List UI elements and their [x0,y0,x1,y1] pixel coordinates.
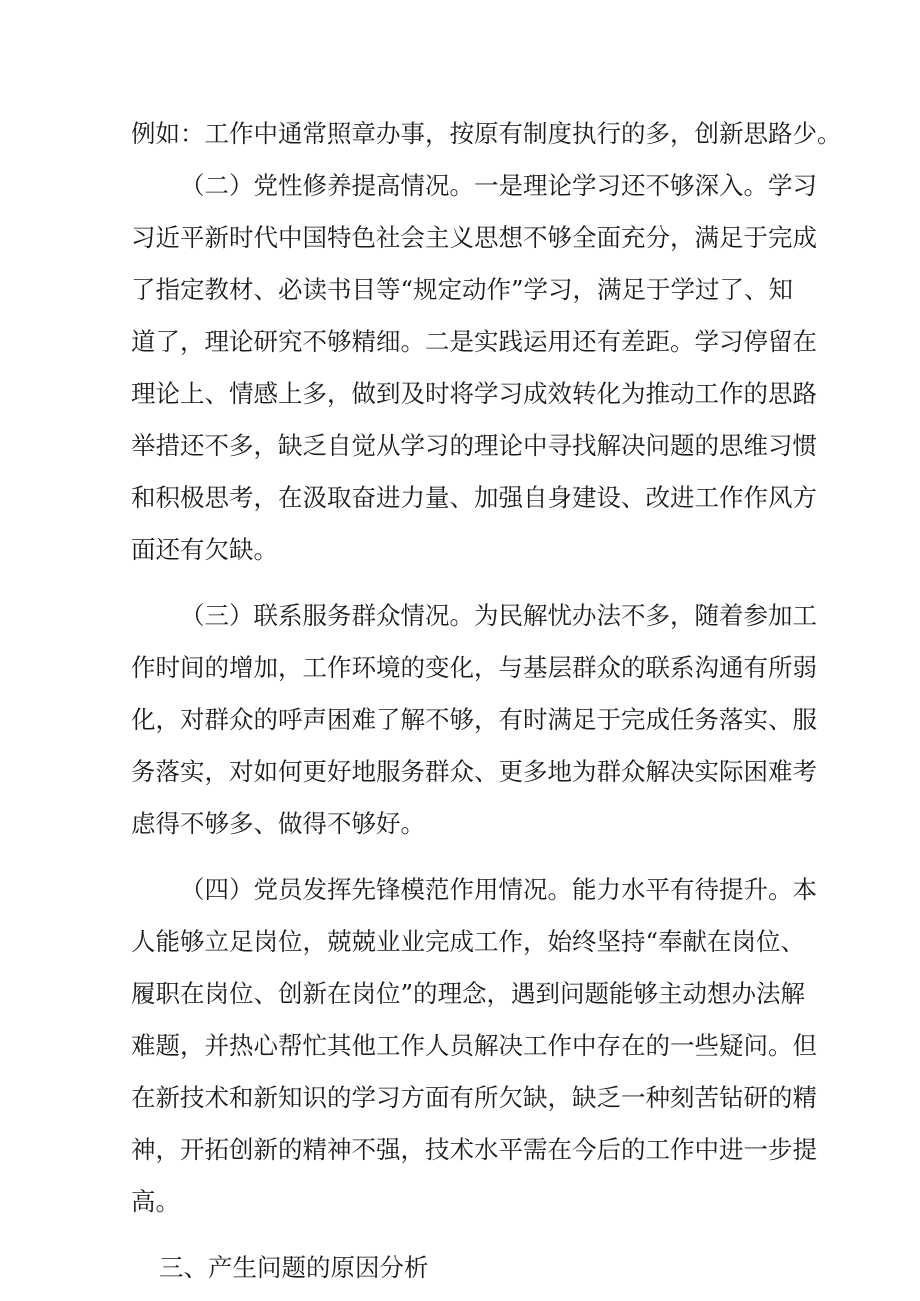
text-line: 了指定教材、必读书目等“规定动作”学习，满足于学过了、知 [131,275,794,304]
text-line: 高。 [131,1187,180,1216]
text-line: （三）联系服务群众情况。为民解忧办法不多，随着参加工 [180,601,817,630]
paragraph-intro [131,108,842,160]
text-line: 和积极思考，在汲取奋进力量、加强自身建设、改进工作作风方 [131,483,817,512]
text-line: 理论上、情感上多，做到及时将学习成效转化为推动工作的思路 [131,379,817,408]
text-line: （二）党性修养提高情况。一是理论学习还不够深入。学习 [180,171,817,200]
text-line: 在新技术和新知识的学习方面有所欠缺，缺乏一种刻苦钻研的精 [131,1083,817,1112]
text-line: 神，开拓创新的精神不强，技术水平需在今后的工作中进一步提 [131,1135,817,1164]
paragraph-section-4 [131,864,817,1228]
text-line: 虑得不够多、做得不够好。 [131,809,425,838]
text-line: 道了，理论研究不够精细。二是实践运用还有差距。学习停留在 [131,327,817,356]
text-line: 务落实，对如何更好地服务群众、更多地为群众解决实际困难考 [131,757,817,786]
text-line: 履职在岗位、创新在岗位”的理念，遇到问题能够主动想办法解 [131,979,806,1008]
text-line: 难题，并热心帮忙其他工作人员解决工作中存在的一些疑问。但 [131,1031,817,1060]
paragraph-section-3 [131,590,817,850]
text-line: 例如：工作中通常照章办事，按原有制度执行的多，创新思路少。 [131,119,842,148]
text-line: 化，对群众的呼声困难了解不够，有时满足于完成任务落实、服 [131,705,817,734]
paragraph-gap [131,850,791,864]
paragraph-section-2 [131,160,817,576]
document-body [131,108,842,1294]
paragraph-gap [131,1228,791,1242]
text-line: 作时间的增加，工作环境的变化，与基层群众的联系沟通有所弱 [131,653,817,682]
text-line: （四）党员发挥先锋模范作用情况。能力水平有待提升。本 [180,875,817,904]
text-line: 面还有欠缺。 [131,535,278,564]
text-line: 举措还不多，缺乏自觉从学习的理论中寻找解决问题的思维习惯 [131,431,817,460]
paragraph-gap [131,576,791,590]
text-line: 人能够立足岗位，兢兢业业完成工作，始终坚持“奉献在岗位、 [131,927,806,956]
section-heading: 三、产生问题的原因分析 [159,1253,429,1282]
text-line: 习近平新时代中国特色社会主义思想不够全面充分，满足于完成 [131,223,817,252]
